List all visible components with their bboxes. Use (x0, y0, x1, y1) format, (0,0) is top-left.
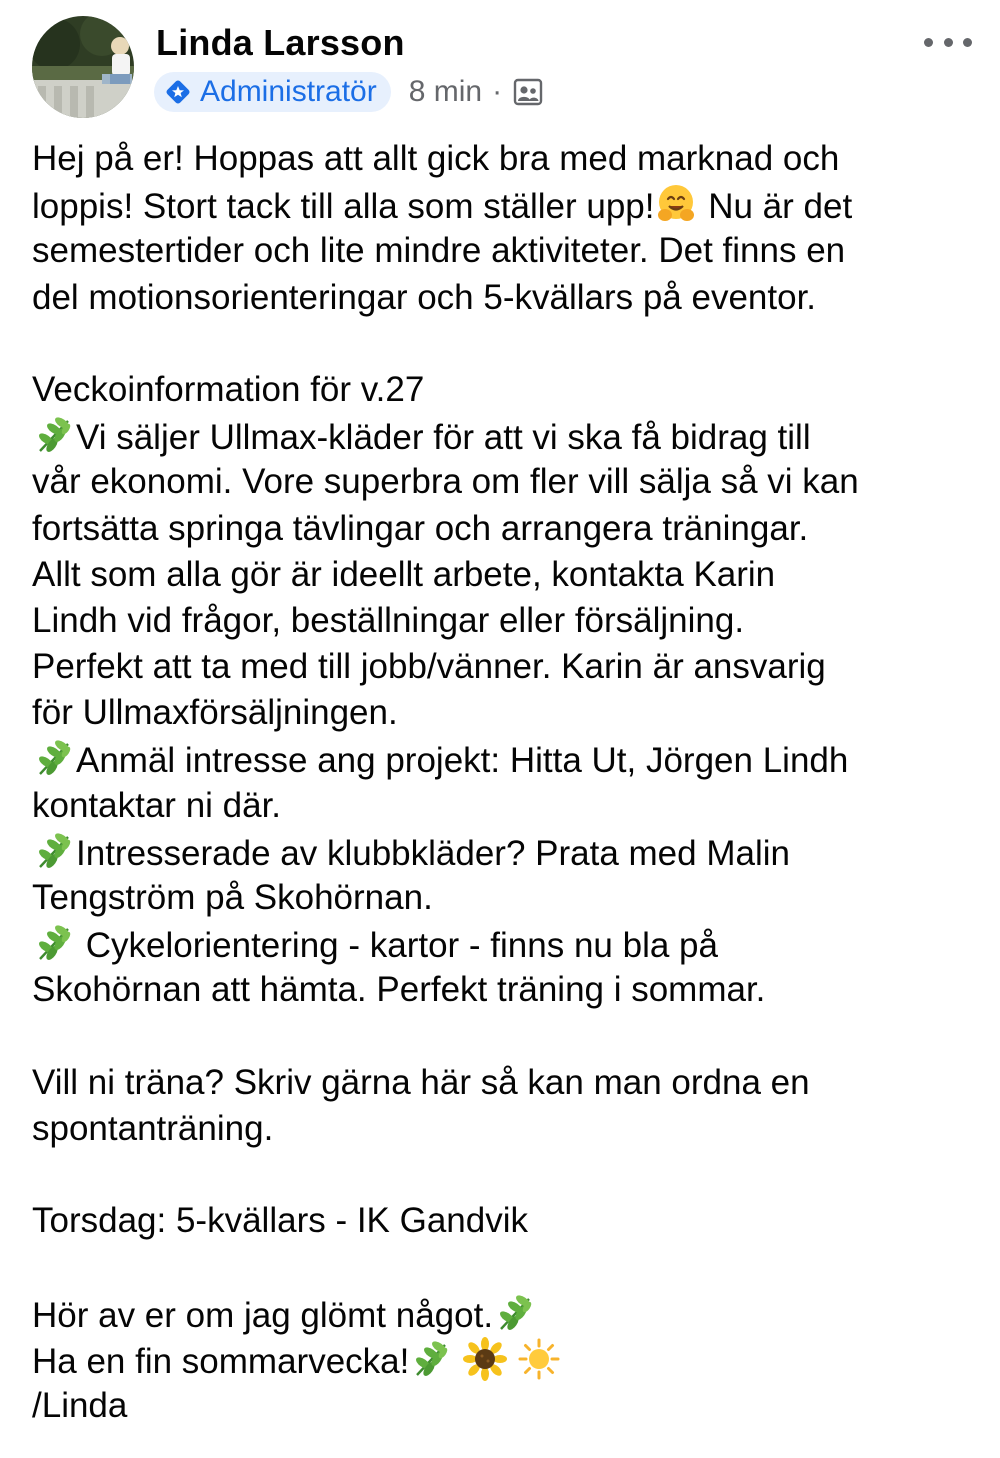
more-options-button[interactable] (924, 24, 972, 60)
list-item: Vi säljer Ullmax-kläder för att vi ska få bidrag till (32, 413, 982, 459)
post-timestamp[interactable]: 8 min (408, 75, 483, 108)
blank-line (32, 1152, 982, 1198)
blank-line (32, 1245, 982, 1291)
post-text (32, 136, 982, 1429)
more-options-icon-dot (963, 38, 972, 47)
post-text-line: Skohörnan att hämta. Perfekt träning i sommar. (32, 970, 766, 1010)
admin-badge-label: Administratör (200, 75, 377, 108)
post-text-line: vår ekonomi. Vore superbra om fler vill sälja så vi kan (32, 462, 859, 502)
author-name[interactable]: Linda Larsson (156, 22, 405, 63)
sunflower-emoji (463, 1337, 507, 1381)
herb-leaf-emoji (493, 1291, 537, 1335)
meta-separator: · (492, 75, 503, 108)
post-text-line: Allt som alla gör är ideellt arbete, kontakta Karin (32, 554, 776, 594)
more-options-icon-dot (944, 38, 953, 47)
herb-leaf-emoji (409, 1337, 453, 1381)
group-audience-icon[interactable] (512, 76, 544, 108)
admin-badge[interactable] (154, 72, 391, 112)
post-text-line: del motionsorienteringar och 5-kvällars på eventor. (32, 277, 817, 317)
post-text-line: fortsätta springa tävlingar och arrangera träningar. (32, 508, 809, 548)
post-text-line: spontanträning. (32, 1108, 274, 1148)
post-header (32, 16, 972, 116)
herb-leaf-emoji (32, 921, 76, 965)
signature: /Linda (32, 1386, 128, 1426)
post-text-line: Vill ni träna? Skriv gärna här så kan man ordna en (32, 1062, 810, 1102)
thursday-line: Torsdag: 5-kvällars - IK Gandvik (32, 1201, 529, 1241)
herb-leaf-emoji (32, 736, 76, 780)
post-text-line: Hej på er! Hoppas att allt gick bra med marknad och (32, 139, 840, 178)
more-options-icon (924, 38, 933, 47)
sun-emoji (517, 1337, 561, 1381)
post-meta (154, 72, 544, 112)
post-text-line: semestertider och lite mindre aktiviteter. Det finns en (32, 231, 846, 271)
post-text-line: för Ullmaxförsäljningen. (32, 693, 398, 733)
blank-line (32, 1014, 982, 1060)
post-text-line: Lindh vid frågor, beställningar eller försäljning. (32, 600, 745, 640)
post-text-line: Perfekt att ta med till jobb/vänner. Karin är ansvarig (32, 647, 826, 687)
list-item: Cykelorientering - kartor - finns nu bla på (32, 921, 982, 967)
blank-line (32, 321, 982, 367)
herb-leaf-emoji (32, 413, 76, 457)
list-item: Intresserade av klubbkläder? Prata med Malin (32, 829, 982, 875)
post-text-line: Hör av er om jag glömt något. (32, 1291, 982, 1337)
admin-shield-star-icon (164, 78, 192, 106)
hugging-face-emoji (654, 182, 698, 226)
post-text-line: Ha en fin sommarvecka! (32, 1337, 982, 1383)
list-item: Anmäl intresse ang projekt: Hitta Ut, Jörgen Lindh (32, 736, 982, 782)
week-heading: Veckoinformation för v.27 (32, 369, 425, 409)
post-text-line: kontaktar ni där. (32, 785, 282, 825)
avatar[interactable] (32, 16, 134, 118)
post-text-line: loppis! Stort tack till alla som ställer upp! Nu är det (32, 182, 982, 228)
herb-leaf-emoji (32, 829, 76, 873)
post-text-line: Tengström på Skohörnan. (32, 878, 433, 917)
